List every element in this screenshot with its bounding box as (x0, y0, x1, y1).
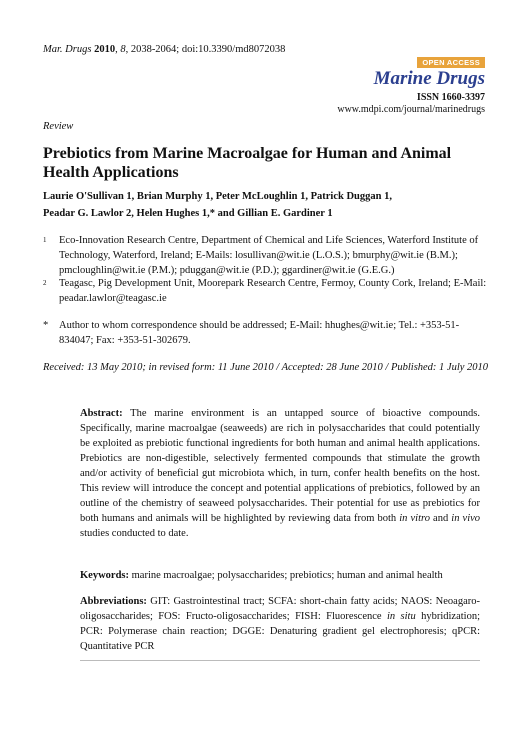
affiliation-text: Eco-Innovation Research Centre, Department of Chemical and Life Sciences, Waterford Institute of Technology, Waterford, Ireland; E-Mails: losullivan@wit.ie (L.O.S.); bmurphy@wit.ie (B.M.); pmcloughlin@wit.ie (P.M.); pduggan@wit.ie (P.D.); ggardiner@wit.ie (G.E.G.) (59, 235, 479, 276)
keywords (80, 568, 480, 583)
abstract-italic-in-vivo: in vivo (451, 513, 481, 524)
issn: ISSN 1660-3397 (416, 92, 485, 103)
abbreviations-italic: in situ (386, 611, 416, 622)
article-type: Review (43, 121, 74, 132)
abstract-text: The marine environment is an untapped source of bioactive compounds. Specifically, marine macroalgae (seaweeds) are rich in polysaccharides that could potentially be exploited as prebiotic functional ingredients for both human and animal health applications. Prebiotics are non-digestible, selectively fermented compounds that stimulate the growth and/or activity of beneficial gut microbiota which, in turn, confer health benefits on the host. This review will introduce the concept and potential applications of prebiotics, followed by an outline of the chemistry of seaweed polysaccharides. Their potential for use as prebiotics for both humans and animals will be highlighted by reviewing data from both (80, 408, 480, 524)
citation-volume: 8 (120, 44, 126, 55)
journal-name: Marine Drugs (373, 68, 485, 89)
author-list (43, 188, 493, 222)
section-divider (80, 660, 480, 661)
open-access-badge: OPEN ACCESS (417, 57, 485, 68)
abbreviations (80, 594, 480, 654)
abbreviations-label: Abbreviations: (80, 596, 147, 607)
affiliation-number: 2 (43, 279, 47, 287)
abstract-label: Abstract: (80, 408, 123, 419)
affiliation-text: Teagasc, Pig Development Unit, Moorepark Research Centre, Fermoy, County Cork, Ireland; E-Mail: peadar.lawlor@teagasc.ie (59, 278, 487, 304)
publication-dates: Received: 13 May 2010; in revised form: 11 June 2010 / Accepted: 28 June 2010 / Published: 1 July 2010 (43, 362, 489, 373)
citation-year: 2010 (94, 44, 116, 55)
keywords-text: marine macroalgae; polysaccharides; prebiotics; human and animal health (129, 570, 443, 581)
authors-line-2: Peadar G. Lawlor 2, Helen Hughes 1,* and Gillian E. Gardiner 1 (43, 208, 333, 219)
authors-line-1: Laurie O'Sullivan 1, Brian Murphy 1, Peter McLoughlin 1, Patrick Duggan 1, (43, 191, 392, 202)
correspondence-note (43, 318, 493, 348)
abstract-text-end: studies conducted to date. (80, 528, 189, 539)
article-title: Prebiotics from Marine Macroalgae for Human and Animal Health Applications (43, 145, 452, 181)
keywords-label: Keywords: (80, 570, 129, 581)
citation-line: Mar. Drugs 2010, 8, 2038-2064; doi:10.3390/md8072038 (43, 44, 286, 55)
citation-journal: Mar. Drugs (43, 44, 92, 55)
correspondence-star: * (43, 320, 49, 331)
abstract-italic-in-vitro: in vitro (399, 513, 430, 524)
citation-pages-doi: , 2038-2064; doi:10.3390/md8072038 (125, 44, 286, 55)
correspondence-text: Author to whom correspondence should be addressed; E-Mail: hhughes@wit.ie; Tel.: +353-51-834047; Fax: +353-51-302679. (59, 320, 460, 346)
abbreviations-text-end: hybridization; PCR: Polymerase chain reaction; DGGE: Denaturing gradient gel electrophoresis; qPCR: Quantitative PCR (80, 611, 481, 652)
abstract-text-and: and (429, 513, 452, 524)
journal-url[interactable]: www.mdpi.com/journal/marinedrugs (337, 104, 485, 115)
affiliation-2 (43, 276, 493, 306)
affiliation-1 (43, 233, 493, 278)
abstract (80, 406, 480, 541)
abbreviations-text: GIT: Gastrointestinal tract; SCFA: short-chain fatty acids; NAOS: Neoagaro-oligosaccharides; FOS: Fructo-oligosaccharides; FISH: Fluorescence (80, 596, 480, 622)
affiliation-number: 1 (43, 236, 47, 244)
